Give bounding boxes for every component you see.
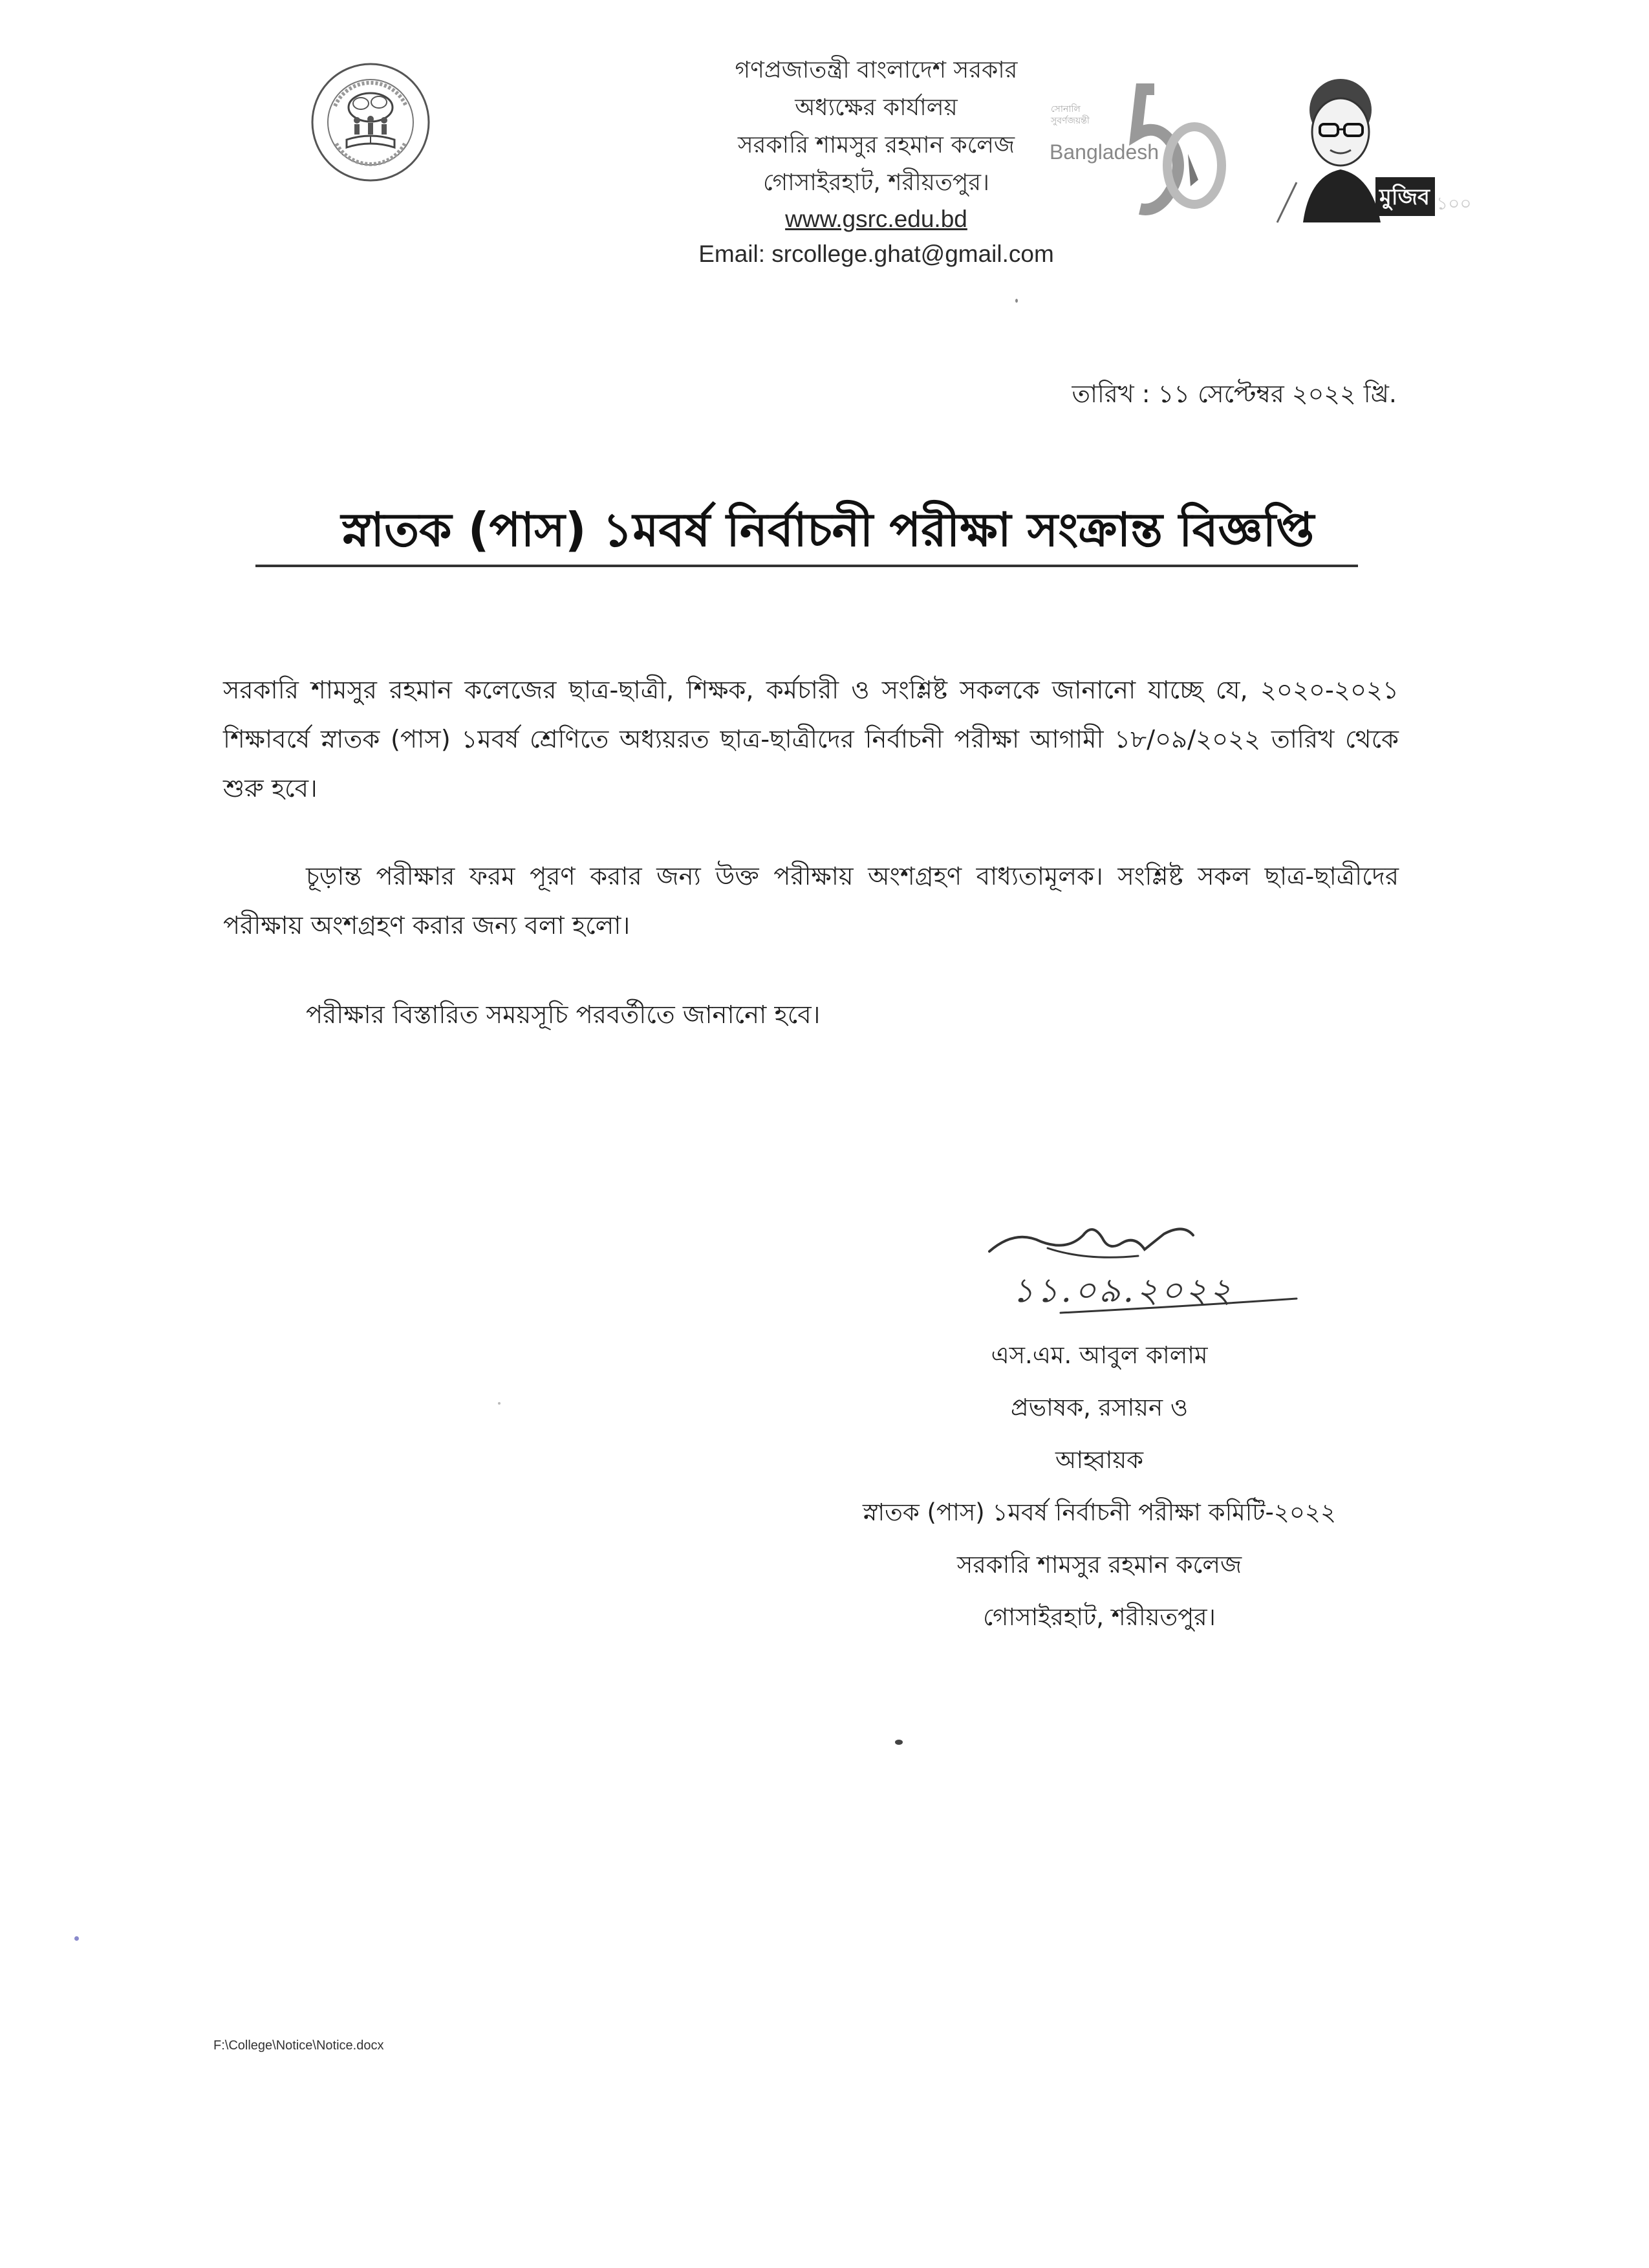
mujib-centenary-logo	[1277, 72, 1472, 222]
signature-date: ১১.০৯.২০২২	[1012, 1271, 1234, 1310]
college-website-link[interactable]: www.gsrc.edu.bd	[785, 206, 967, 232]
scan-speck	[1015, 299, 1018, 303]
signatory-role: আহ্বায়ক	[1055, 1446, 1144, 1474]
college-address: গোসাইরহাট, শরীয়তপুর।	[763, 169, 989, 196]
college-name: সরকারি শামসুর রহমান কলেজ	[737, 132, 1015, 158]
notice-paragraph-2	[223, 852, 1399, 951]
signatory-name: এস.এম. আবুল কালাম	[991, 1341, 1208, 1369]
scan-speck	[895, 1740, 903, 1745]
signatory-designation: প্রভাষক, রসায়ন ও	[1010, 1394, 1189, 1421]
title-underline	[255, 565, 1358, 567]
college-logo	[309, 61, 432, 184]
golden-jubilee-logo	[1044, 83, 1238, 219]
svg-text:১০০: ১০০	[1436, 193, 1472, 214]
notice-title: স্নাতক (পাস) ১মবর্ষ নির্বাচনী পরীক্ষা সংক্রান্ত বিজ্ঞপ্তি	[341, 502, 1315, 557]
scan-speck	[74, 1936, 79, 1941]
office-name: অধ্যক্ষের কার্যালয়	[795, 94, 958, 121]
file-path-footer: F:\College\Notice\Notice.docx	[213, 2038, 384, 2053]
svg-text:সুবর্ণজয়ন্তী: সুবর্ণজয়ন্তী	[1051, 116, 1090, 126]
notice-paragraph-3: পরীক্ষার বিস্তারিত সময়সূচি পরবর্তীতে জানানো হবে।	[306, 1000, 821, 1030]
signatory-committee: স্নাতক (পাস) ১মবর্ষ নির্বাচনী পরীক্ষা কমিটি-২০২২	[862, 1498, 1337, 1526]
signatory-college: সরকারি শামসুর রহমান কলেজ	[956, 1551, 1242, 1579]
notice-date: তারিখ : ১১ সেপ্টেম্বর ২০২২ খ্রি.	[1072, 380, 1397, 408]
college-email: Email: srcollege.ghat@gmail.com	[698, 241, 1054, 267]
government-name: গণপ্রজাতন্ত্রী বাংলাদেশ সরকার	[735, 57, 1018, 83]
notice-paragraph-1: সরকারি শামসুর রহমান কলেজের ছাত্র-ছাত্রী, শিক্ষক, কর্মচারী ও সংশ্লিষ্ট সকলকে জানানো যাচ্ছে যে, ২০২০-২০২১ শিক্ষাবর্ষে স্নাতক (পাস) ১মবর্ষ শ্রেণিতে অধ্যয়রত ছাত্র-ছাত্রীদের নির্বাচনী পরীক্ষা আগামী ১৮/০৯/২০২২ তারিখ থেকে শুরু হবে।	[223, 676, 1399, 803]
notice-paragraph-2-text: চূড়ান্ত পরীক্ষার ফরম পূরণ করার জন্য উক্ত পরীক্ষায় অংশগ্রহণ বাধ্যতামূলক। সংশ্লিষ্ট সকল ছাত্র-ছাত্রীদের পরীক্ষায় অংশগ্রহণ করার জন্য বলা হলো।	[223, 862, 1399, 940]
signatory-block	[744, 1329, 1455, 1643]
svg-text:সোনালি: সোনালি	[1051, 104, 1081, 114]
scan-speck	[498, 1402, 501, 1405]
jubilee-wordmark: Bangladesh	[1050, 140, 1159, 164]
signatory-address: গোসাইরহাট, শরীয়তপুর।	[983, 1603, 1216, 1631]
mujib-wordmark: মুজিব	[1379, 184, 1430, 210]
